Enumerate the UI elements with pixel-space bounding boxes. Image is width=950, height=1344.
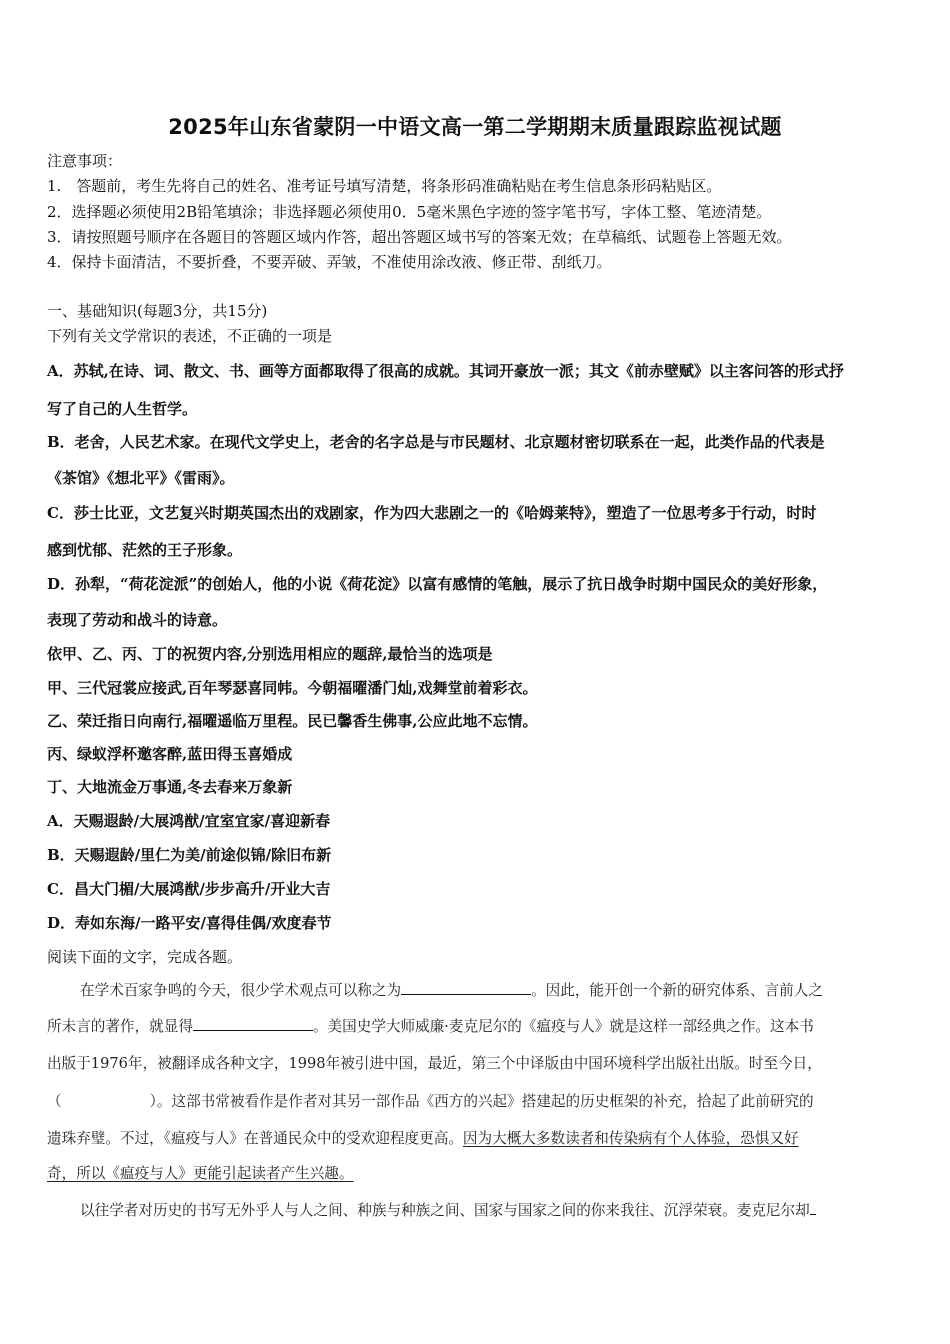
essay-text: 以往学者对历史的书写无外乎人与人之间、种族与种族之间、国家与国家之间的你来我往、沉浮荣衰。麦克尼尔却 xyxy=(80,1202,810,1219)
essay-text: 。因此，能开创一个新的研究体系、言前人之 xyxy=(531,982,823,999)
q2-option-b: B．天赐遐龄/里仁为美/前途似锦/除旧布新 xyxy=(47,846,332,864)
essay-text: 。美国史学大师威廉·麦克尼尔的《瘟疫与人》就是这样一部经典之作。这本书 xyxy=(312,1018,814,1035)
q2-option-a: A．天赐遐龄/大展鸿猷/宜室宜家/喜迎新春 xyxy=(47,812,331,830)
q1-option-a-line1: A．苏轼,在诗、词、散文、书、画等方面都取得了很高的成就。其词开豪放一派；其文《前赤壁赋》以主客问答的形式抒 xyxy=(47,362,844,380)
essay-p1-line5 xyxy=(47,1128,799,1150)
essay-text: （ xyxy=(47,1093,62,1110)
q2-option-d: D．寿如东海/一路平安/喜得佳偶/欢度春节 xyxy=(47,914,332,932)
essay-p1-line3: 出版于1976年，被翻译成各种文字，1998年被引进中国，最近，第三个中译版由中国环境科学出版社出版。时至今日， xyxy=(47,1055,822,1072)
essay-text: 所未言的著作，就显得 xyxy=(47,1018,193,1035)
question-1-stem: 下列有关文学常识的表述，不正确的一项是 xyxy=(47,327,333,345)
q1-option-c-line1: C．莎士比亚，文艺复兴时期英国杰出的戏剧家，作为四大悲剧之一的《哈姆莱特》，塑造了一位思考多于行动，时时 xyxy=(47,504,817,522)
notice-item-1: 1. 答题前，考生先将自己的姓名、准考证号填写清楚，将条形码准确粘贴在考生信息条形码粘贴区。 xyxy=(47,177,722,195)
essay-text: 遗珠弃璧。不过，《瘟疫与人》在普通民众中的受欢迎程度更高。 xyxy=(47,1130,463,1147)
essay-p1-line2 xyxy=(47,1016,814,1038)
underlined-sentence: 因为大概大多数读者和传染病有个人体验，恐惧又好 xyxy=(462,1130,799,1147)
section-heading: 一、基础知识(每题3分，共15分) xyxy=(47,302,268,320)
q2-item-jia: 甲、三代冠裳应接武,百年琴瑟喜同帏。今朝福曜潘门灿,戏舞堂前着彩衣。 xyxy=(47,679,538,697)
notice-heading: 注意事项： xyxy=(47,152,123,170)
essay-p1-line6 xyxy=(47,1163,353,1185)
reading-intro: 阅读下面的文字，完成各题。 xyxy=(47,948,243,966)
q1-option-b-line2: 《茶馆》《想北平》《雷雨》。 xyxy=(47,469,235,487)
answer-blank xyxy=(810,1200,816,1215)
q2-item-yi: 乙、荣迁指日向南行,福曜遥临万里程。民已馨香生佛事,公应此地不忘情。 xyxy=(47,712,538,730)
essay-p2-line1 xyxy=(80,1200,816,1222)
q2-item-ding: 丁、大地流金万事通,冬去春来万象新 xyxy=(47,778,293,796)
notice-item-3: 3．请按照题号顺序在各题目的答题区域内作答，超出答题区域书写的答案无效；在草稿纸、试题卷上答题无效。 xyxy=(47,228,792,246)
essay-text: 在学术百家争鸣的今天，很少学术观点可以称之为 xyxy=(80,982,402,999)
answer-blank xyxy=(193,1016,313,1031)
exam-title: 2025年山东省蒙阴一中语文高一第二学期期末质量跟踪监视试题 xyxy=(168,115,782,139)
q2-option-c: C．昌大门楣/大展鸿猷/步步高升/开业大吉 xyxy=(47,880,331,898)
essay-p1-line1 xyxy=(80,980,823,1002)
question-2-stem: 依甲、乙、丙、丁的祝贺内容,分别选用相应的题辞,最恰当的选项是 xyxy=(47,645,493,663)
q2-item-bing: 丙、绿蚁浮杯邀客醉,蓝田得玉喜婚成 xyxy=(47,745,293,763)
underlined-sentence: 奇，所以《瘟疫与人》更能引起读者产生兴趣。 xyxy=(47,1165,354,1182)
q1-option-d-line2: 表现了劳动和战斗的诗意。 xyxy=(47,611,228,629)
notice-item-4: 4．保持卡面清洁，不要折叠，不要弄破、弄皱，不准使用涂改液、修正带、刮纸刀。 xyxy=(47,253,612,271)
essay-text: ）。这部书常被看作是作者对其另一部作品《西方的兴起》搭建起的历史框架的补充，拾起了此前研究的 xyxy=(149,1093,814,1110)
q1-option-a-line2: 写了自己的人生哲学。 xyxy=(47,400,198,418)
answer-blank xyxy=(401,980,531,995)
essay-p1-line4 xyxy=(47,1091,814,1113)
q1-option-c-line2: 感到忧郁、茫然的王子形象。 xyxy=(47,541,243,559)
q1-option-d-line1: D．孙犁，“荷花淀派”的创始人，他的小说《荷花淀》以富有感情的笔触，展示了抗日战争时期中国民众的美好形象， xyxy=(47,575,828,593)
q1-option-b-line1: B．老舍，人民艺术家。在现代文学史上，老舍的名字总是与市民题材、北京题材密切联系在一起，此类作品的代表是 xyxy=(47,433,825,451)
notice-item-2: 2．选择题必须使用2B铅笔填涂；非选择题必须使用0．5毫米黑色字迹的签字笔书写，字体工整、笔迹清楚。 xyxy=(47,203,772,221)
